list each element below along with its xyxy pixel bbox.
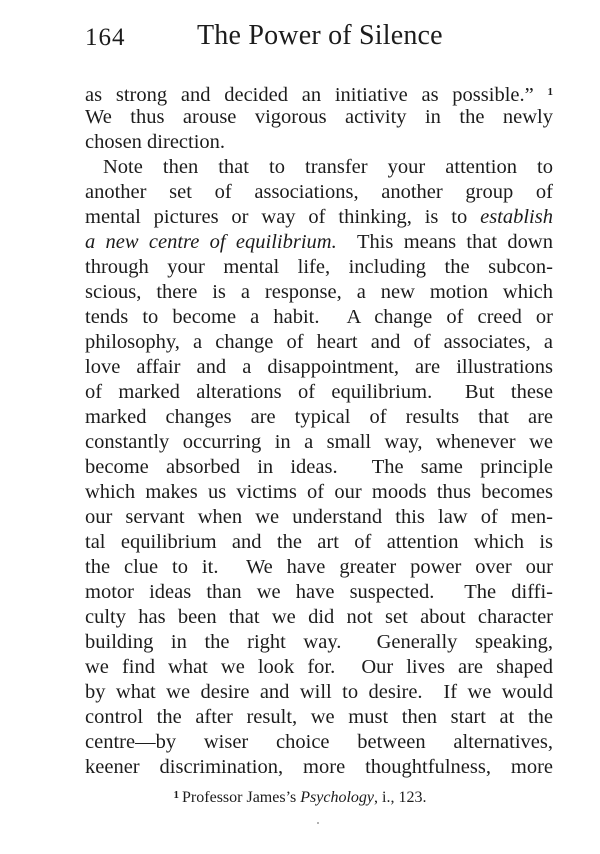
text-segment: control the after result, we must then start at the — [85, 706, 553, 728]
text-segment: scious, there is a response, a new motion which — [85, 281, 553, 303]
text-segment: our servant when we understand this law of men- — [85, 506, 553, 528]
text-line — [85, 230, 553, 255]
page-number: 164 — [85, 24, 126, 51]
text-line — [85, 280, 553, 305]
text-line — [85, 530, 553, 555]
text-line — [85, 80, 553, 105]
footnote-mark: 1 — [173, 789, 180, 801]
running-title: The Power of Silence — [197, 20, 443, 51]
text-line — [85, 755, 553, 780]
footnote — [0, 789, 600, 807]
paper-speck — [317, 822, 319, 824]
footnote-reference: 1 — [547, 86, 553, 98]
text-line — [85, 680, 553, 705]
text-segment: building in the right way. Generally speaking, — [85, 631, 553, 653]
text-line — [85, 180, 553, 205]
text-line — [85, 580, 553, 605]
text-line — [85, 380, 553, 405]
text-segment: tal equilibrium and the art of attention which is — [85, 531, 553, 553]
body-text — [85, 80, 553, 780]
text-line — [85, 705, 553, 730]
italic-segment: a new centre of equilibrium. — [85, 231, 337, 253]
text-segment: motor ideas than we have suspected. The diffi- — [85, 581, 553, 603]
text-line — [85, 455, 553, 480]
text-line — [85, 430, 553, 455]
text-line — [85, 255, 553, 280]
text-segment: the clue to it. We have greater power over our — [85, 556, 553, 578]
text-line — [85, 305, 553, 330]
italic-segment: establish — [480, 206, 553, 228]
text-segment: chosen direction. — [85, 131, 226, 153]
text-segment: constantly occurring in a small way, whenever we — [85, 431, 553, 453]
text-line — [85, 505, 553, 530]
text-segment: Note then that to transfer your attention to — [103, 156, 553, 178]
text-segment: philosophy, a change of heart and of associates, a — [85, 331, 553, 353]
text-line — [85, 405, 553, 430]
text-line — [85, 655, 553, 680]
text-line — [85, 105, 553, 130]
text-line — [85, 330, 553, 355]
text-segment: mental pictures or way of thinking, is to — [85, 206, 481, 228]
text-line — [85, 205, 553, 230]
text-line — [85, 355, 553, 380]
text-segment: another set of associations, another group of — [85, 181, 553, 203]
text-line — [85, 155, 553, 180]
text-line — [85, 130, 553, 155]
text-segment: marked changes are typical of results that are — [85, 406, 553, 428]
text-segment: of marked alterations of equilibrium. But these — [85, 381, 553, 403]
text-line — [85, 630, 553, 655]
text-segment: through your mental life, including the subcon- — [85, 256, 553, 278]
footnote-suffix: , i., 123. — [374, 789, 427, 806]
text-line — [85, 605, 553, 630]
text-line — [85, 555, 553, 580]
footnote-title: Psychology — [300, 789, 374, 806]
text-segment: which makes us victims of our moods thus becomes — [85, 481, 553, 503]
footnote-prefix: Professor James’s — [182, 789, 301, 806]
text-segment: tends to become a habit. A change of creed or — [85, 306, 553, 328]
text-segment: This means that down — [336, 231, 553, 253]
text-segment: culty has been that we did not set about character — [85, 606, 553, 628]
text-segment: by what we desire and will to desire. If we would — [85, 681, 553, 703]
text-segment: We thus arouse vigorous activity in the newly — [85, 106, 553, 128]
text-segment: we find what we look for. Our lives are shaped — [85, 656, 553, 678]
text-segment: keener discrimination, more thoughtfulness, more — [85, 756, 553, 778]
text-segment: become absorbed in ideas. The same principle — [85, 456, 553, 478]
running-head — [85, 20, 555, 56]
text-line — [85, 730, 553, 755]
text-segment: love affair and a disappointment, are illustrations — [85, 356, 553, 378]
text-segment: as strong and decided an initiative as possible.” — [85, 84, 548, 106]
text-line — [85, 480, 553, 505]
text-segment: centre—by wiser choice between alternatives, — [85, 731, 553, 753]
